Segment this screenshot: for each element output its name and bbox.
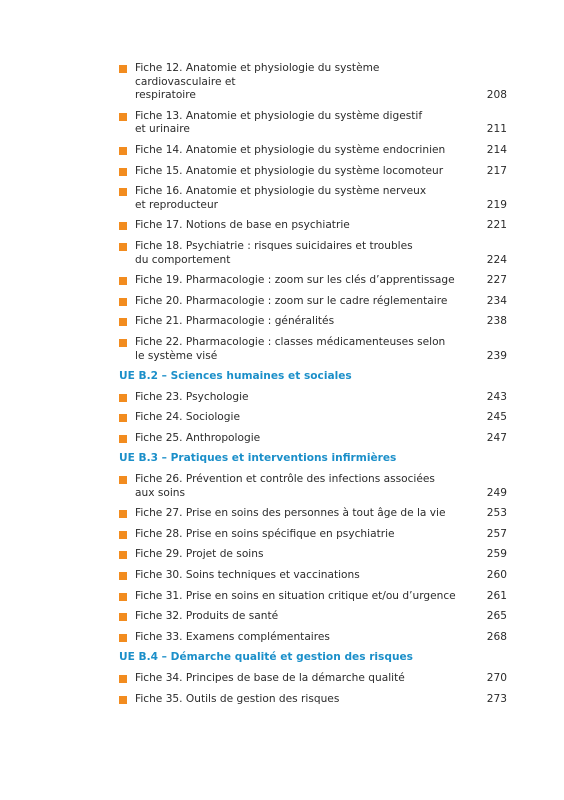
entry-title (135, 110, 507, 137)
toc-entry[interactable] (119, 473, 507, 500)
entry-title (135, 507, 507, 521)
entry-title-line: respiratoire (135, 89, 196, 102)
toc-entry[interactable] (119, 590, 507, 604)
entry-title-line: Fiche 15. Anatomie et physiologie du système locomoteur (135, 164, 444, 177)
square-bullet-icon (119, 593, 127, 601)
entry-title-line: Fiche 13. Anatomie et physiologie du système digestif (135, 109, 423, 122)
toc-entry[interactable] (119, 295, 507, 309)
entry-title-line: Fiche 19. Pharmacologie : zoom sur les clés d’apprentissage (135, 274, 455, 287)
entry-title-line: Fiche 28. Prise en soins spécifique en psychiatrie (135, 527, 395, 540)
page-number: 265 (486, 610, 507, 623)
entry-title-line: Fiche 31. Prise en soins en situation critique et/ou d’urgence (135, 589, 456, 602)
page-number: 239 (486, 349, 507, 362)
square-bullet-icon (119, 634, 127, 642)
page-number: 259 (486, 548, 507, 561)
square-bullet-icon (119, 414, 127, 422)
square-bullet-icon (119, 188, 127, 196)
entry-title-line: Fiche 25. Anthropologie (135, 431, 261, 444)
toc-entry[interactable] (119, 110, 507, 137)
toc-entry[interactable] (119, 219, 507, 233)
toc-entry[interactable] (119, 274, 507, 288)
page-number: 238 (486, 315, 507, 328)
page-number: 270 (486, 672, 507, 684)
entry-title (135, 672, 507, 686)
page-number: 261 (486, 589, 507, 602)
page-number: 234 (486, 294, 507, 307)
entry-title-line: et reproducteur (135, 198, 219, 211)
page-number: 221 (486, 219, 507, 232)
section-heading: UE B.4 – Démarche qualité et gestion des risques (119, 651, 413, 664)
section-heading: UE B.2 – Sciences humaines et sociales (119, 370, 352, 383)
square-bullet-icon (119, 298, 127, 306)
entry-title (135, 590, 507, 604)
square-bullet-icon (119, 435, 127, 443)
entry-title-line: Fiche 32. Produits de santé (135, 610, 279, 623)
square-bullet-icon (119, 222, 127, 230)
square-bullet-icon (119, 318, 127, 326)
entry-title-line: et urinaire (135, 123, 190, 136)
entry-title-line: Fiche 23. Psychologie (135, 390, 249, 403)
toc-entry[interactable] (119, 144, 507, 158)
page-number: 224 (486, 253, 507, 266)
entry-title-line: Fiche 12. Anatomie et physiologie du système cardiovasculaire et (135, 62, 380, 88)
toc-entry[interactable] (119, 336, 507, 363)
square-bullet-icon (119, 510, 127, 518)
toc-entry[interactable] (119, 165, 507, 179)
entry-title (135, 274, 507, 288)
entry-title (135, 411, 507, 425)
toc-entry[interactable] (119, 528, 507, 542)
entry-title-line: Fiche 16. Anatomie et physiologie du système nerveux (135, 185, 427, 198)
entry-title-line: Fiche 35. Outils de gestion des risques (135, 692, 340, 705)
entry-title-line: Fiche 33. Examens complémentaires (135, 630, 330, 643)
square-bullet-icon (119, 572, 127, 580)
entry-title-line: Fiche 30. Soins techniques et vaccinations (135, 569, 360, 582)
entry-title (135, 610, 507, 624)
square-bullet-icon (119, 476, 127, 484)
entry-title (135, 336, 507, 363)
toc-entry[interactable] (119, 631, 507, 645)
entry-title (135, 693, 507, 707)
page-number: 257 (486, 527, 507, 540)
entry-title-line: aux soins (135, 486, 186, 499)
square-bullet-icon (119, 531, 127, 539)
page-number: 245 (486, 411, 507, 424)
entry-title-line: du comportement (135, 253, 231, 266)
page-number: 219 (486, 198, 507, 211)
page-number: 253 (486, 507, 507, 520)
entry-title (135, 528, 507, 542)
entry-title-line: Fiche 24. Sociologie (135, 411, 240, 424)
entry-title (135, 432, 507, 446)
page-number: 211 (486, 123, 507, 136)
square-bullet-icon (119, 168, 127, 176)
page-number: 214 (486, 143, 507, 156)
entry-title (135, 473, 507, 500)
toc-entry[interactable] (119, 432, 507, 446)
toc-entry[interactable] (119, 411, 507, 425)
page-number: 243 (486, 390, 507, 403)
toc-entry[interactable] (119, 610, 507, 624)
table-of-contents (119, 62, 507, 713)
page-number: 208 (486, 89, 507, 102)
entry-title (135, 315, 507, 329)
square-bullet-icon (119, 243, 127, 251)
square-bullet-icon (119, 551, 127, 559)
entry-title-line: Fiche 21. Pharmacologie : généralités (135, 315, 335, 328)
toc-entry[interactable] (119, 391, 507, 405)
toc-entry[interactable] (119, 240, 507, 267)
toc-entry[interactable] (119, 185, 507, 212)
square-bullet-icon (119, 394, 127, 402)
page-number: 217 (486, 164, 507, 177)
toc-entry[interactable] (119, 315, 507, 329)
square-bullet-icon (119, 277, 127, 285)
toc-entry[interactable] (119, 62, 507, 103)
entry-title-line: Fiche 27. Prise en soins des personnes à tout âge de la vie (135, 507, 446, 520)
entry-title (135, 548, 507, 562)
toc-entry[interactable] (119, 693, 507, 707)
entry-title (135, 165, 507, 179)
toc-entry[interactable] (119, 507, 507, 521)
page-number: 249 (486, 486, 507, 499)
square-bullet-icon (119, 147, 127, 155)
entry-title (135, 144, 507, 158)
entry-title-line: Fiche 18. Psychiatrie : risques suicidaires et troubles (135, 239, 413, 252)
square-bullet-icon (119, 696, 127, 704)
entry-title (135, 391, 507, 405)
page-number: 227 (486, 274, 507, 287)
page-number: 273 (486, 692, 507, 705)
square-bullet-icon (119, 339, 127, 347)
page-number: 247 (486, 431, 507, 444)
toc-entry[interactable] (119, 548, 507, 562)
entry-title-line: Fiche 14. Anatomie et physiologie du système endocrinien (135, 143, 446, 156)
entry-title-line: Fiche 22. Pharmacologie : classes médicamenteuses selon (135, 335, 446, 348)
entry-title (135, 219, 507, 233)
toc-entry[interactable] (119, 672, 507, 686)
entry-title (135, 185, 507, 212)
entry-title-line: Fiche 29. Projet de soins (135, 548, 264, 561)
toc-entry[interactable] (119, 569, 507, 583)
entry-title (135, 62, 507, 103)
entry-title-line: Fiche 20. Pharmacologie : zoom sur le cadre réglementaire (135, 294, 448, 307)
entry-title (135, 240, 507, 267)
square-bullet-icon (119, 613, 127, 621)
entry-title (135, 569, 507, 583)
page-number: 260 (486, 569, 507, 582)
entry-title (135, 295, 507, 309)
page-number: 268 (486, 630, 507, 643)
square-bullet-icon (119, 65, 127, 73)
entry-title-line: Fiche 26. Prévention et contrôle des infections associées (135, 473, 435, 486)
entry-title (135, 631, 507, 645)
entry-title-line: le système visé (135, 349, 218, 362)
square-bullet-icon (119, 675, 127, 683)
square-bullet-icon (119, 113, 127, 121)
entry-title-line: Fiche 34. Principes de base de la démarche qualité (135, 672, 405, 684)
section-heading: UE B.3 – Pratiques et interventions infirmières (119, 452, 397, 465)
entry-title-line: Fiche 17. Notions de base en psychiatrie (135, 219, 350, 232)
